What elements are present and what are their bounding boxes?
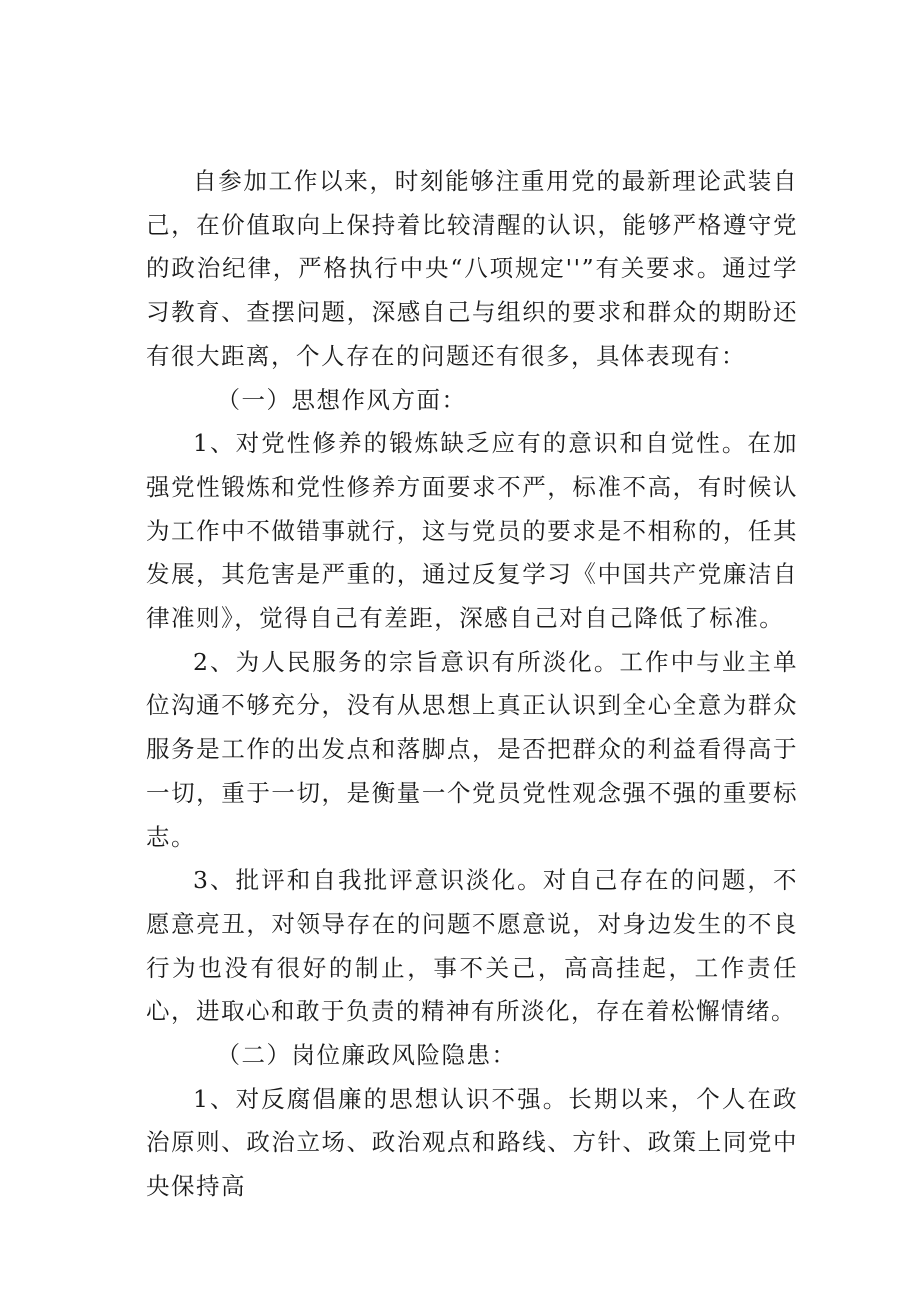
item-service-awareness: 2、为人民服务的宗旨意识有所淡化。工作中与业主单位沟通不够充分，没有从思想上真正认识到全心全意为群众服务是工作的出发点和落脚点，是否把群众的利益看得高于一切，重于一切，是衡量一个党员党性观念强不强的重要标志。	[146, 647, 798, 851]
item-party-spirit: 1、对党性修养的锻炼缺乏应有的意识和自觉性。在加强党性锻炼和党性修养方面要求不严，标准不高，有时候认为工作中不做错事就行，这与党员的要求是不相称的，任其发展，其危害是严重的，通过反复学习《中国共产党廉洁自律准则》，觉得自己有差距，深感自己对自己降低了标准。	[146, 429, 798, 633]
document-body	[146, 160, 798, 1209]
item-criticism: 3、批评和自我批评意识淡化。对自己存在的问题，不愿意亮丑，对领导存在的问题不愿意说，对身边发生的不良行为也没有很好的制止，事不关己，高高挂起，工作责任心，进取心和敢于负责的精神有所淡化，存在着松懈情绪。	[146, 866, 798, 1026]
item-anti-corruption: 1、对反腐倡廉的思想认识不强。长期以来，个人在政治原则、政治立场、政治观点和路线、方针、政策上同党中央保持高	[146, 1084, 798, 1201]
section-heading-integrity-risk: （二）岗位廉政风险隐患：	[216, 1041, 517, 1070]
intro-paragraph: 自参加工作以来，时刻能够注重用党的最新理论武装自己，在价值取向上保持着比较清醒的认识，能够严格遵守党的政治纪律，严格执行中央“八项规定''”有关要求。通过学习教育、查摆问题，深感自己与组织的要求和群众的期盼还有很大距离，个人存在的问题还有很多，具体表现有：	[146, 167, 798, 370]
section-heading-ideology: （一）思想作风方面：	[216, 385, 467, 414]
